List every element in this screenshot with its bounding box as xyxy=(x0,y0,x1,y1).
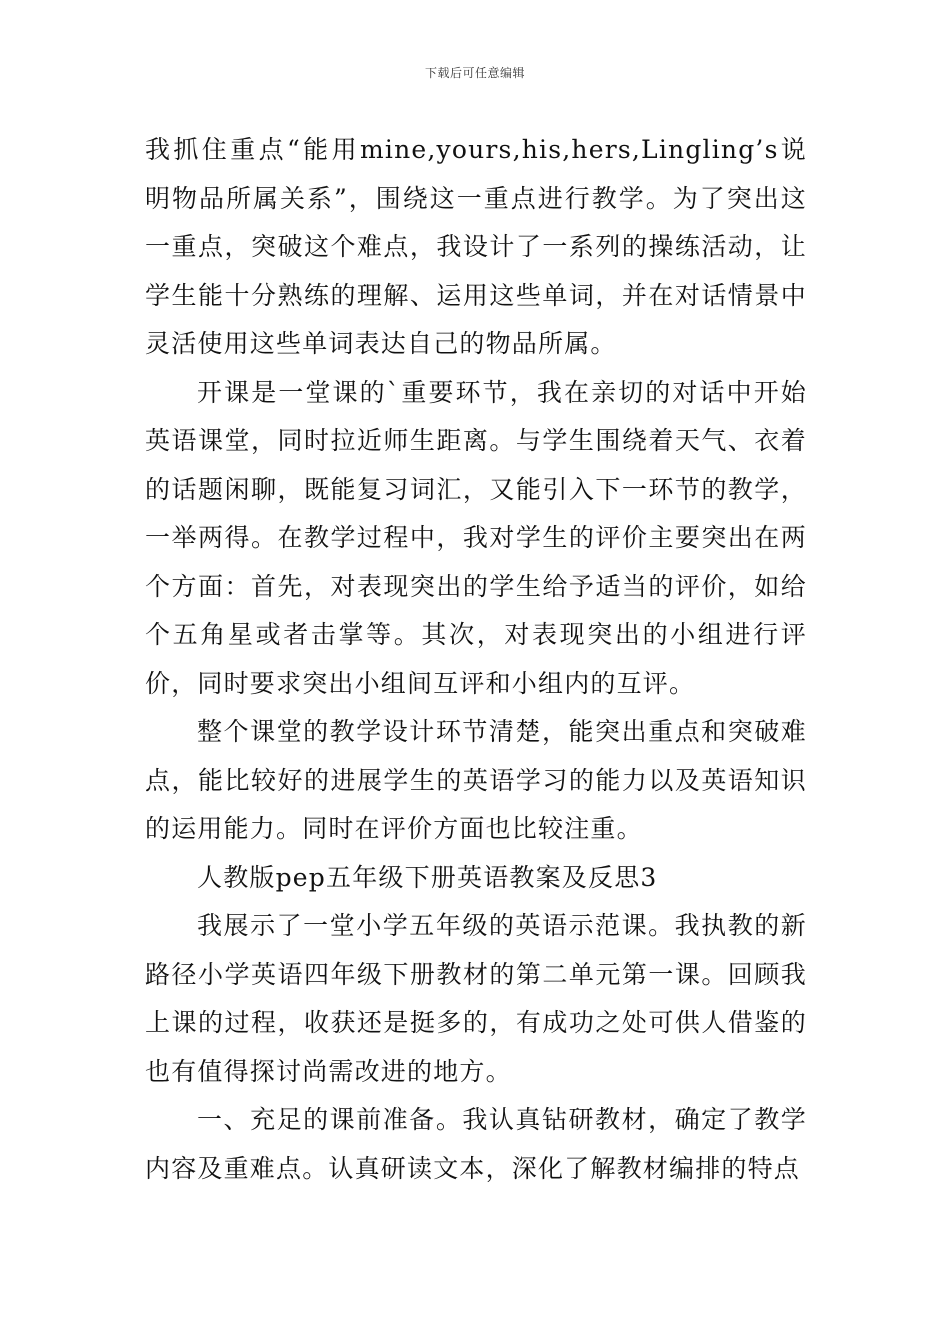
paragraph-3: 整个课堂的教学设计环节清楚，能突出重点和突破难点，能比较好的进展学生的英语学习的能力以及英语知识的运用能力。同时在评价方面也比较注重。 xyxy=(145,717,807,843)
page-header: 下载后可任意编辑 xyxy=(424,66,525,80)
section-title: 人教版pep五年级下册英语教案及反思3 xyxy=(197,862,658,892)
paragraph-4: 我展示了一堂小学五年级的英语示范课。我执教的新路径小学英语四年级下册教材的第二单元第一课。回顾我上课的过程，收获还是挺多的，有成功之处可供人借鉴的也有值得探讨尚需改进的地方。 xyxy=(145,911,807,1086)
paragraph-2: 开课是一堂课的`重要环节，我在亲切的对话中开始英语课堂，同时拉近师生距离。与学生围绕着天气、衣着的话题闲聊，既能复习词汇，又能引入下一环节的教学，一举两得。在教学过程中，我对学生的评价主要突出在两个方面：首先，对表现突出的学生给予适当的评价，如给个五角星或者击掌等。其次，对表现突出的小组进行评价，同时要求突出小组间互评和小组内的互评。 xyxy=(145,377,807,698)
paragraph-1: 我抓住重点“能用mine,yours,his,hers,Lingling’s说明物品所属关系”，围绕这一重点进行教学。为了突出这一重点，突破这个难点，我设计了一系列的操练活动，让学生能十分熟练的理解、运用这些单词，并在对话情景中灵活使用这些单词表达自己的物品所属。 xyxy=(145,135,807,358)
paragraph-5: 一、充足的课前准备。我认真钻研教材，确定了教学内容及重难点。认真研读文本，深化了解教材编排的特点 xyxy=(145,1105,807,1183)
body-text xyxy=(145,126,807,1193)
